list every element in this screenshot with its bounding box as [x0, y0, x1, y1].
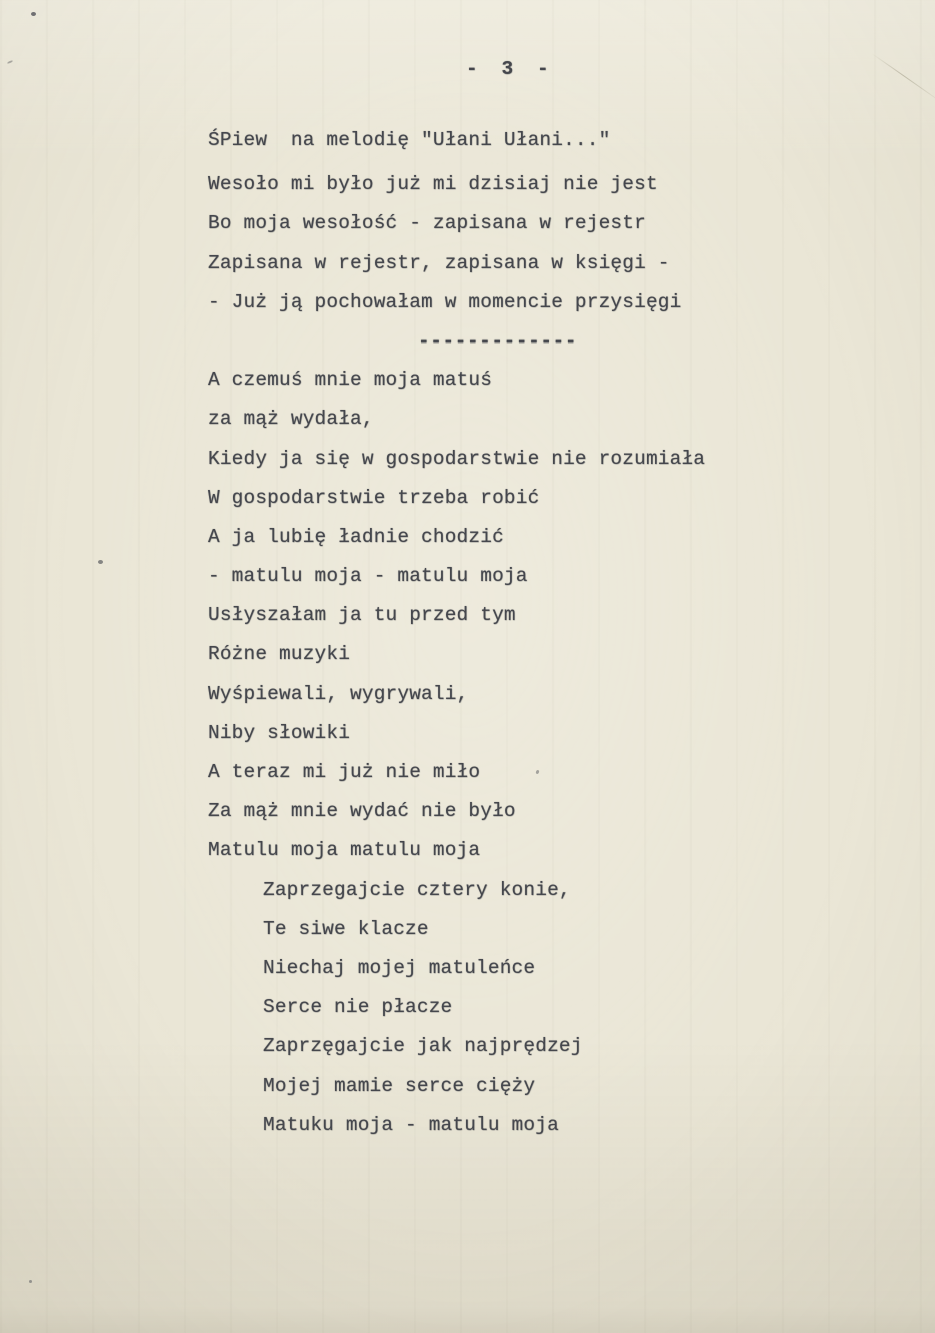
poem-line: A ja lubię ładnie chodzić [208, 525, 504, 548]
poem-line: Wyśpiewali, wygrywali, [208, 682, 469, 705]
poem-text-block [208, 121, 828, 1145]
poem-line: - matulu moja - matulu moja [208, 565, 528, 588]
poem-line: Serce nie płacze [263, 996, 453, 1019]
poem-line: Bo moja wesołość - zapisana w rejestr [208, 212, 646, 235]
poem-line: A czemuś mnie moja matuś [208, 369, 493, 392]
poem-line: Niechaj mojej matuleńce [263, 956, 536, 979]
poem-line: za mąż wydała, [208, 408, 374, 431]
poem-line: Kiedy ja się w gospodarstwie nie rozumiała [208, 447, 706, 470]
stanza-separator: ------------- [418, 329, 578, 352]
poem-line: Matulu moja matulu moja [208, 839, 481, 862]
poem-line: Niby słowiki [208, 721, 351, 744]
poem-title: ŚPiew na melodię "Ułani Ułani..." [208, 129, 611, 151]
poem-line: Usłyszałam ja tu przed tym [208, 604, 516, 627]
poem-line: Za mąż mnie wydać nie było [208, 800, 516, 823]
poem-line: Zaprzegajcie cztery konie, [263, 878, 571, 901]
poem-line: Te siwe klacze [263, 917, 429, 940]
page-number: - 3 - [466, 58, 549, 80]
poem-line: A teraz mi już nie miło [208, 761, 481, 783]
poem-line: W gospodarstwie trzeba robić [208, 486, 540, 509]
poem-line: Różne muzyki [208, 643, 351, 666]
poem-line: Wesoło mi było już mi dzisiaj nie jest [208, 173, 658, 196]
paper-speck [7, 60, 13, 64]
poem-line: Zapisana w rejestr, zapisana w księgi - [208, 251, 670, 274]
paper-crease [871, 53, 935, 99]
poem-line: Matuku moja - matulu moja [263, 1113, 559, 1136]
paper-speck [98, 560, 103, 564]
paper-speck [29, 1280, 32, 1283]
poem-line: Mojej mamie serce cięży [263, 1074, 536, 1097]
poem-line: - Już ją pochowałam w momencie przysięgi [208, 290, 682, 313]
poem-line: Zaprzęgajcie jak najprędzej [263, 1035, 583, 1058]
paper-speck [31, 12, 36, 16]
